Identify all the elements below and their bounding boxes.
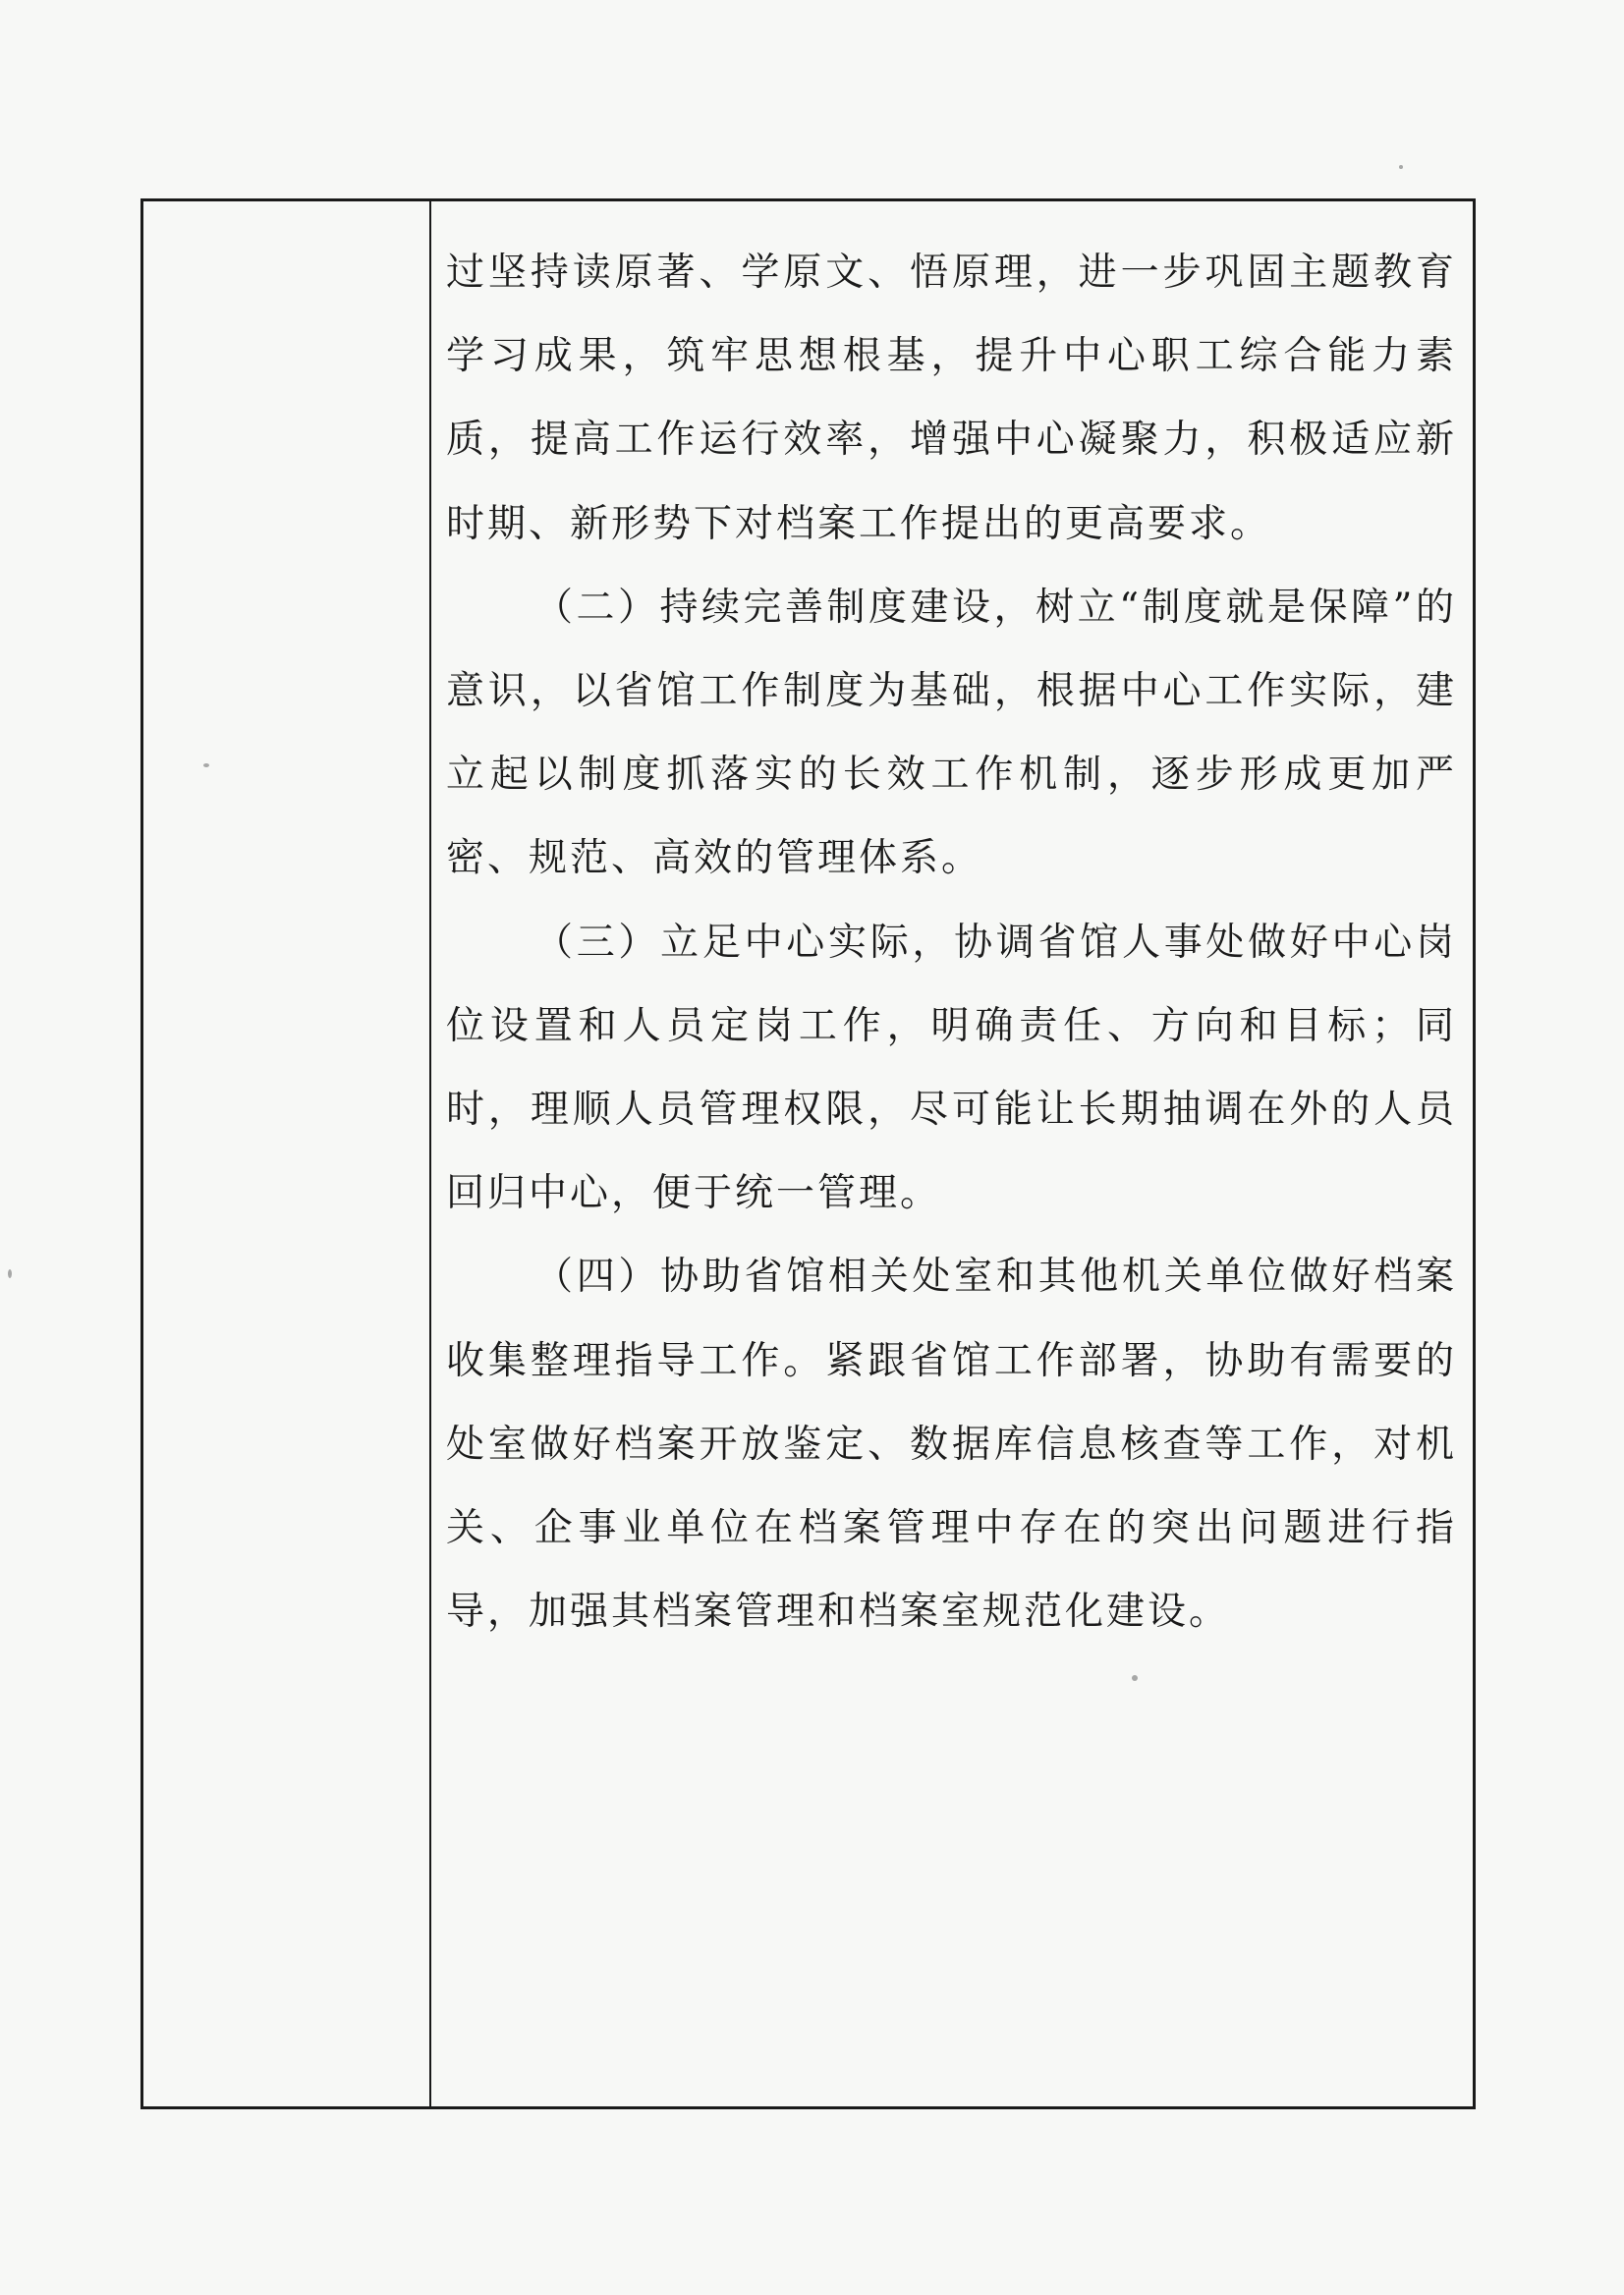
scan-speck xyxy=(8,1269,12,1278)
paragraph-staffing: （三）立足中心实际，协调省馆人事处做好中心岗位设置和人员定岗工作，明确责任、方向和目标；同时，理顺人员管理权限，尽可能让长期抽调在外的人员回归中心，便于统一管理。 xyxy=(446,920,1457,1216)
label-column xyxy=(143,201,431,2106)
form-table xyxy=(140,198,1476,2109)
paragraph-continuation: 过坚持读原著、学原文、悟原理，进一步巩固主题教育学习成果，筑牢思想根基，提升中心职工综合能力素质，提高工作运行效率，增强中心凝聚力，积极适应新时期、新形势下对档案工作提出的更高要求。 xyxy=(446,251,1457,546)
content-column xyxy=(431,201,1473,2106)
scan-speck xyxy=(1399,165,1403,169)
paragraph-system-building: （二）持续完善制度建设，树立“制度就是保障”的意识，以省馆工作制度为基础，根据中心工作实际，建立起以制度抓落实的长效工作机制，逐步形成更加严密、规范、高效的管理体系。 xyxy=(446,585,1457,881)
paragraph-archive-guidance: （四）协助省馆相关处室和其他机关单位做好档案收集整理指导工作。紧跟省馆工作部署，协助有需要的处室做好档案开放鉴定、数据库信息核查等工作，对机关、企事业单位在档案管理中存在的突出问题进行指导，加强其档案管理和档案室规范化建设。 xyxy=(446,1255,1457,1635)
